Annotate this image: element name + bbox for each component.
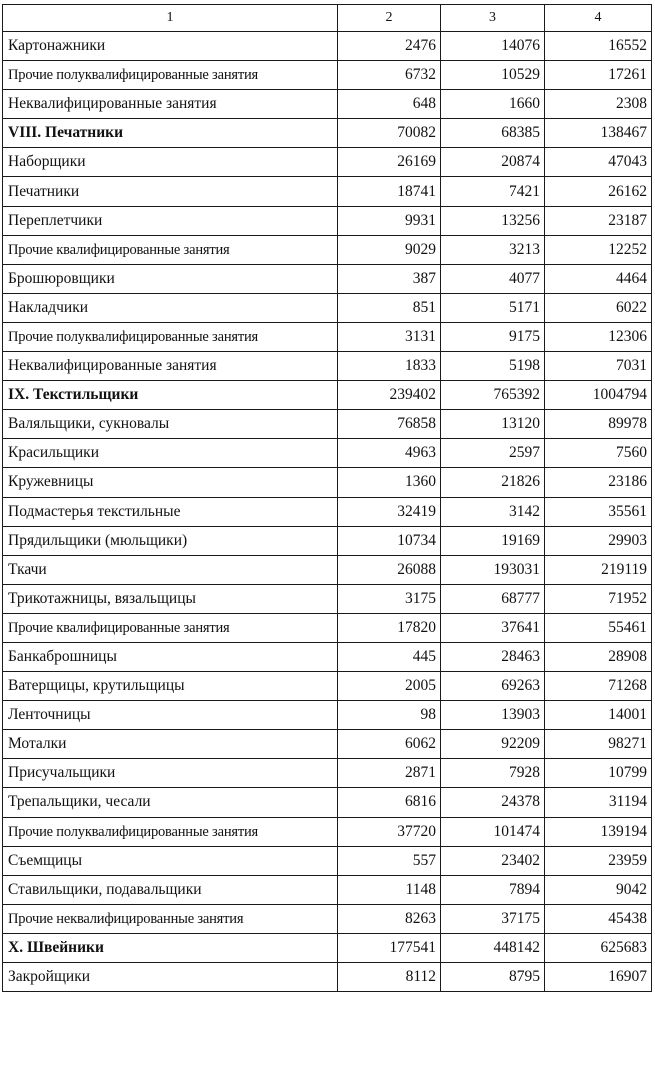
column-2-value-cell: 2871 — [338, 759, 441, 788]
column-4-value-cell: 10799 — [545, 759, 652, 788]
column-3-value-cell: 10529 — [441, 61, 545, 90]
occupation-name-cell: Трикотажницы, вязальщицы — [3, 584, 338, 613]
column-4-value-cell: 16552 — [545, 32, 652, 61]
column-3-value-cell: 13903 — [441, 701, 545, 730]
column-4-value-cell: 71952 — [545, 584, 652, 613]
column-3-value-cell: 3142 — [441, 497, 545, 526]
table-body — [3, 32, 652, 992]
table-row — [3, 730, 652, 759]
column-4-value-cell: 12252 — [545, 235, 652, 264]
occupation-name-cell: Моталки — [3, 730, 338, 759]
table-row — [3, 206, 652, 235]
occupation-name-cell: Прочие неквалифицированные занятия — [3, 904, 338, 933]
column-2-value-cell: 177541 — [338, 933, 441, 962]
column-header-2: 2 — [338, 5, 441, 32]
table-row — [3, 613, 652, 642]
column-header-1: 1 — [3, 5, 338, 32]
column-2-value-cell: 26169 — [338, 148, 441, 177]
column-3-value-cell: 4077 — [441, 264, 545, 293]
column-4-value-cell: 9042 — [545, 875, 652, 904]
section-header-row — [3, 119, 652, 148]
column-2-value-cell: 2005 — [338, 672, 441, 701]
column-2-value-cell: 1833 — [338, 352, 441, 381]
occupation-name-cell: Переплетчики — [3, 206, 338, 235]
column-2-value-cell: 98 — [338, 701, 441, 730]
table-row — [3, 32, 652, 61]
column-4-value-cell: 26162 — [545, 177, 652, 206]
column-2-value-cell: 445 — [338, 642, 441, 671]
column-2-value-cell: 851 — [338, 293, 441, 322]
column-4-value-cell: 98271 — [545, 730, 652, 759]
table-row — [3, 701, 652, 730]
table-row — [3, 904, 652, 933]
column-2-value-cell: 26088 — [338, 555, 441, 584]
column-3-value-cell: 13256 — [441, 206, 545, 235]
column-3-value-cell: 1660 — [441, 90, 545, 119]
occupation-name-cell: Трепальщики, чесали — [3, 788, 338, 817]
column-3-value-cell: 765392 — [441, 381, 545, 410]
table-row — [3, 642, 652, 671]
column-2-value-cell: 6062 — [338, 730, 441, 759]
column-header-3: 3 — [441, 5, 545, 32]
column-4-value-cell: 71268 — [545, 672, 652, 701]
column-2-value-cell: 6732 — [338, 61, 441, 90]
occupation-name-cell: Прочие полуквалифицированные занятия — [3, 817, 338, 846]
occupation-name-cell: Неквалифицированные занятия — [3, 352, 338, 381]
occupation-name-cell: Присучальщики — [3, 759, 338, 788]
column-4-value-cell: 1004794 — [545, 381, 652, 410]
table-row — [3, 875, 652, 904]
occupation-name-cell: Прочие полуквалифицированные занятия — [3, 322, 338, 351]
column-4-value-cell: 219119 — [545, 555, 652, 584]
table-row — [3, 788, 652, 817]
column-3-value-cell: 7421 — [441, 177, 545, 206]
column-4-value-cell: 29903 — [545, 526, 652, 555]
occupation-name-cell: Съемщицы — [3, 846, 338, 875]
column-4-value-cell: 23959 — [545, 846, 652, 875]
column-2-value-cell: 6816 — [338, 788, 441, 817]
occupation-name-cell: Картонажники — [3, 32, 338, 61]
table-row — [3, 177, 652, 206]
column-4-value-cell: 16907 — [545, 963, 652, 992]
occupation-name-cell: Наборщики — [3, 148, 338, 177]
table-row — [3, 439, 652, 468]
occupation-name-cell: Валяльщики, сукновалы — [3, 410, 338, 439]
column-3-value-cell: 37175 — [441, 904, 545, 933]
column-3-value-cell: 101474 — [441, 817, 545, 846]
column-3-value-cell: 28463 — [441, 642, 545, 671]
column-2-value-cell: 9029 — [338, 235, 441, 264]
column-3-value-cell: 5198 — [441, 352, 545, 381]
column-2-value-cell: 32419 — [338, 497, 441, 526]
occupation-name-cell: Брошюровщики — [3, 264, 338, 293]
column-2-value-cell: 76858 — [338, 410, 441, 439]
column-4-value-cell: 55461 — [545, 613, 652, 642]
column-4-value-cell: 12306 — [545, 322, 652, 351]
column-2-value-cell: 4963 — [338, 439, 441, 468]
table-row — [3, 963, 652, 992]
column-3-value-cell: 20874 — [441, 148, 545, 177]
column-3-value-cell: 19169 — [441, 526, 545, 555]
column-3-value-cell: 21826 — [441, 468, 545, 497]
table-row — [3, 235, 652, 264]
column-4-value-cell: 14001 — [545, 701, 652, 730]
table-row — [3, 293, 652, 322]
table-row — [3, 468, 652, 497]
occupation-name-cell: Накладчики — [3, 293, 338, 322]
column-2-value-cell: 648 — [338, 90, 441, 119]
column-4-value-cell: 47043 — [545, 148, 652, 177]
occupation-name-cell: Прочие квалифицированные занятия — [3, 613, 338, 642]
column-2-value-cell: 1360 — [338, 468, 441, 497]
column-4-value-cell: 89978 — [545, 410, 652, 439]
occupation-name-cell: Подмастерья текстильные — [3, 497, 338, 526]
table-row — [3, 672, 652, 701]
occupation-name-cell: X. Швейники — [3, 933, 338, 962]
column-4-value-cell: 138467 — [545, 119, 652, 148]
column-4-value-cell: 35561 — [545, 497, 652, 526]
table-row — [3, 322, 652, 351]
column-3-value-cell: 68385 — [441, 119, 545, 148]
column-4-value-cell: 139194 — [545, 817, 652, 846]
column-2-value-cell: 17820 — [338, 613, 441, 642]
column-4-value-cell: 6022 — [545, 293, 652, 322]
column-2-value-cell: 70082 — [338, 119, 441, 148]
column-3-value-cell: 7894 — [441, 875, 545, 904]
occupation-name-cell: Прочие полуквалифицированные занятия — [3, 61, 338, 90]
column-2-value-cell: 8263 — [338, 904, 441, 933]
column-4-value-cell: 28908 — [545, 642, 652, 671]
table-row — [3, 846, 652, 875]
column-2-value-cell: 9931 — [338, 206, 441, 235]
occupation-name-cell: Банкаброшницы — [3, 642, 338, 671]
table-row — [3, 90, 652, 119]
occupation-name-cell: Ткачи — [3, 555, 338, 584]
occupation-name-cell: Ватерщицы, крутильщицы — [3, 672, 338, 701]
occupation-name-cell: Прочие квалифицированные занятия — [3, 235, 338, 264]
column-4-value-cell: 7031 — [545, 352, 652, 381]
column-2-value-cell: 1148 — [338, 875, 441, 904]
column-2-value-cell: 3131 — [338, 322, 441, 351]
occupation-name-cell: Прядильщики (мюльщики) — [3, 526, 338, 555]
table-row — [3, 526, 652, 555]
table-row — [3, 584, 652, 613]
column-3-value-cell: 92209 — [441, 730, 545, 759]
column-3-value-cell: 23402 — [441, 846, 545, 875]
column-3-value-cell: 14076 — [441, 32, 545, 61]
column-3-value-cell: 69263 — [441, 672, 545, 701]
column-2-value-cell: 18741 — [338, 177, 441, 206]
column-number-row — [3, 5, 652, 32]
table-row — [3, 61, 652, 90]
occupation-name-cell: Красильщики — [3, 439, 338, 468]
table-row — [3, 555, 652, 584]
column-2-value-cell: 239402 — [338, 381, 441, 410]
column-2-value-cell: 3175 — [338, 584, 441, 613]
column-4-value-cell: 4464 — [545, 264, 652, 293]
column-4-value-cell: 31194 — [545, 788, 652, 817]
occupation-name-cell: Печатники — [3, 177, 338, 206]
table-row — [3, 352, 652, 381]
column-4-value-cell: 45438 — [545, 904, 652, 933]
occupation-name-cell: Кружевницы — [3, 468, 338, 497]
occupation-name-cell: VIII. Печатники — [3, 119, 338, 148]
column-4-value-cell: 23187 — [545, 206, 652, 235]
table-row — [3, 264, 652, 293]
column-3-value-cell: 9175 — [441, 322, 545, 351]
occupation-name-cell: Ставильщики, подавальщики — [3, 875, 338, 904]
column-2-value-cell: 37720 — [338, 817, 441, 846]
table-row — [3, 817, 652, 846]
section-header-row — [3, 381, 652, 410]
occupation-name-cell: Закройщики — [3, 963, 338, 992]
column-2-value-cell: 557 — [338, 846, 441, 875]
column-2-value-cell: 8112 — [338, 963, 441, 992]
column-4-value-cell: 625683 — [545, 933, 652, 962]
table-row — [3, 497, 652, 526]
column-3-value-cell: 68777 — [441, 584, 545, 613]
table-row — [3, 410, 652, 439]
column-4-value-cell: 23186 — [545, 468, 652, 497]
column-3-value-cell: 2597 — [441, 439, 545, 468]
column-3-value-cell: 37641 — [441, 613, 545, 642]
column-3-value-cell: 193031 — [441, 555, 545, 584]
column-3-value-cell: 3213 — [441, 235, 545, 264]
section-header-row — [3, 933, 652, 962]
column-2-value-cell: 10734 — [338, 526, 441, 555]
occupation-name-cell: Ленточницы — [3, 701, 338, 730]
column-header-4: 4 — [545, 5, 652, 32]
column-3-value-cell: 24378 — [441, 788, 545, 817]
table-row — [3, 759, 652, 788]
column-4-value-cell: 2308 — [545, 90, 652, 119]
column-2-value-cell: 2476 — [338, 32, 441, 61]
occupation-name-cell: Неквалифицированные занятия — [3, 90, 338, 119]
table-row — [3, 148, 652, 177]
column-3-value-cell: 5171 — [441, 293, 545, 322]
column-4-value-cell: 7560 — [545, 439, 652, 468]
occupation-name-cell: IX. Текстильщики — [3, 381, 338, 410]
column-3-value-cell: 448142 — [441, 933, 545, 962]
column-3-value-cell: 13120 — [441, 410, 545, 439]
column-4-value-cell: 17261 — [545, 61, 652, 90]
column-2-value-cell: 387 — [338, 264, 441, 293]
column-3-value-cell: 7928 — [441, 759, 545, 788]
column-3-value-cell: 8795 — [441, 963, 545, 992]
occupation-table — [2, 4, 652, 992]
